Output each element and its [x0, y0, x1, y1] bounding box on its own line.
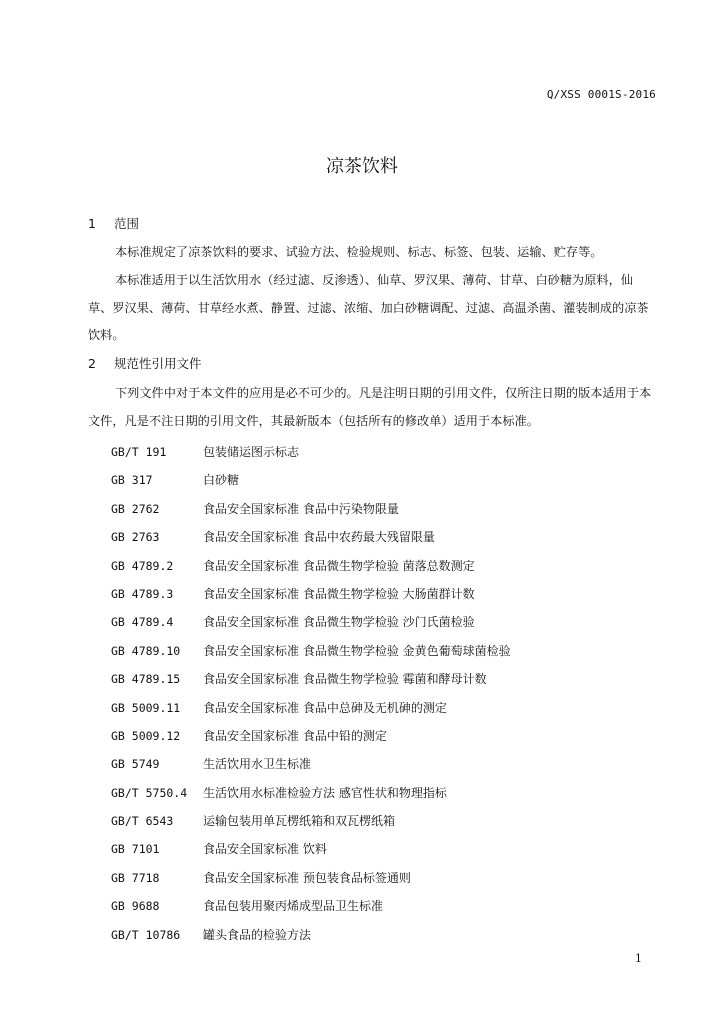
reference-item — [111, 466, 511, 494]
reference-code: GB 5009.11 — [111, 700, 181, 715]
reference-code: GB/T 6543 — [111, 814, 174, 829]
reference-code: GB 5749 — [111, 757, 160, 772]
reference-title: 食品安全国家标准 食品微生物学检验 金黄色葡萄球菌检验 — [203, 643, 511, 658]
standard-code: Q/XSS 0001S-2016 — [546, 88, 656, 101]
reference-item — [111, 523, 511, 551]
reference-title: 食品安全国家标准 预包装食品标签通则 — [203, 870, 411, 885]
reference-code: GB/T 5750.4 — [111, 785, 188, 800]
reference-code: GB 5009.12 — [111, 728, 181, 743]
reference-title: 食品安全国家标准 食品中总砷及无机砷的测定 — [203, 700, 447, 715]
reference-title: 食品安全国家标准 食品微生物学检验 沙门氏菌检验 — [203, 615, 475, 630]
section-number: 1 — [88, 216, 96, 231]
reference-title: 运输包装用单瓦楞纸箱和双瓦楞纸箱 — [203, 814, 396, 829]
reference-code: GB 7101 — [111, 842, 160, 857]
reference-code: GB 2763 — [111, 530, 160, 545]
reference-code: GB/T 10786 — [111, 927, 181, 942]
reference-title: 罐头食品的检验方法 — [203, 927, 312, 942]
reference-code: GB 9688 — [111, 899, 160, 914]
reference-code: GB 4789.4 — [111, 615, 174, 630]
reference-item — [111, 694, 511, 722]
reference-code: GB 7718 — [111, 870, 160, 885]
reference-title: 食品安全国家标准 食品中农药最大残留限量 — [203, 530, 435, 545]
reference-title: 生活饮用水标准检验方法 感官性状和物理指标 — [203, 785, 447, 800]
reference-item — [111, 807, 511, 835]
reference-item — [111, 835, 511, 863]
reference-item — [111, 495, 511, 523]
section-title: 规范性引用文件 — [114, 356, 202, 371]
section-number: 2 — [88, 356, 96, 371]
reference-code: GB 317 — [111, 473, 153, 488]
reference-item — [111, 580, 511, 608]
document-title: 凉茶饮料 — [326, 156, 398, 177]
reference-title: 食品安全国家标准 饮料 — [203, 842, 327, 857]
reference-item — [111, 892, 511, 920]
reference-item — [111, 438, 511, 466]
reference-code: GB/T 191 — [111, 445, 167, 459]
reference-code: GB 4789.10 — [111, 643, 181, 658]
reference-item — [111, 921, 511, 949]
reference-code: GB 4789.15 — [111, 672, 181, 687]
reference-title: 食品包装用聚丙烯成型品卫生标准 — [203, 899, 384, 914]
reference-title: 食品安全国家标准 食品中铅的测定 — [203, 728, 387, 743]
scope-paragraph-2: 本标准适用于以生活饮用水（经过滤、反渗透）、仙草、罗汉果、薄荷、甘草、白砂糖为原料，仙草、罗汉果、薄荷、甘草经水煮、静置、过滤、浓缩、加白砂糖调配、过滤、高温杀菌、灌装制成的凉茶饮料。 — [88, 273, 649, 342]
reference-item — [111, 552, 511, 580]
reference-title: 包装储运图示标志 — [203, 445, 300, 459]
references-intro-paragraph: 下列文件中对于本文件的应用是必不可少的。凡是注明日期的引用文件，仅所注日期的版本适用于本文件，凡是不注日期的引用文件，其最新版本（包括所有的修改单）适用于本标准。 — [88, 386, 652, 428]
scope-paragraph-1: 本标准规定了凉茶饮料的要求、试验方法、检验规则、标志、标签、包装、运输、贮存等。 — [115, 245, 603, 259]
section-heading-normative-references — [88, 354, 202, 372]
reference-title: 食品安全国家标准 食品中污染物限量 — [203, 501, 399, 516]
reference-item — [111, 779, 511, 807]
reference-code: GB 4789.2 — [111, 558, 174, 573]
reference-list — [111, 438, 511, 949]
reference-title: 食品安全国家标准 食品微生物学检验 菌落总数测定 — [203, 558, 475, 573]
section-title: 范围 — [114, 216, 140, 231]
reference-title: 生活饮用水卫生标准 — [203, 757, 312, 772]
reference-title: 食品安全国家标准 食品微生物学检验 大肠菌群计数 — [203, 586, 475, 601]
reference-code: GB 2762 — [111, 501, 160, 516]
reference-item — [111, 665, 511, 693]
reference-item — [111, 864, 511, 892]
reference-item — [111, 722, 511, 750]
reference-code: GB 4789.3 — [111, 586, 174, 601]
reference-item — [111, 608, 511, 636]
reference-item — [111, 637, 511, 665]
reference-item — [111, 750, 511, 778]
section-heading-scope — [88, 214, 139, 232]
reference-title: 白砂糖 — [203, 473, 240, 488]
reference-title: 食品安全国家标准 食品微生物学检验 霉菌和酵母计数 — [203, 672, 487, 687]
page-number: 1 — [635, 952, 642, 965]
